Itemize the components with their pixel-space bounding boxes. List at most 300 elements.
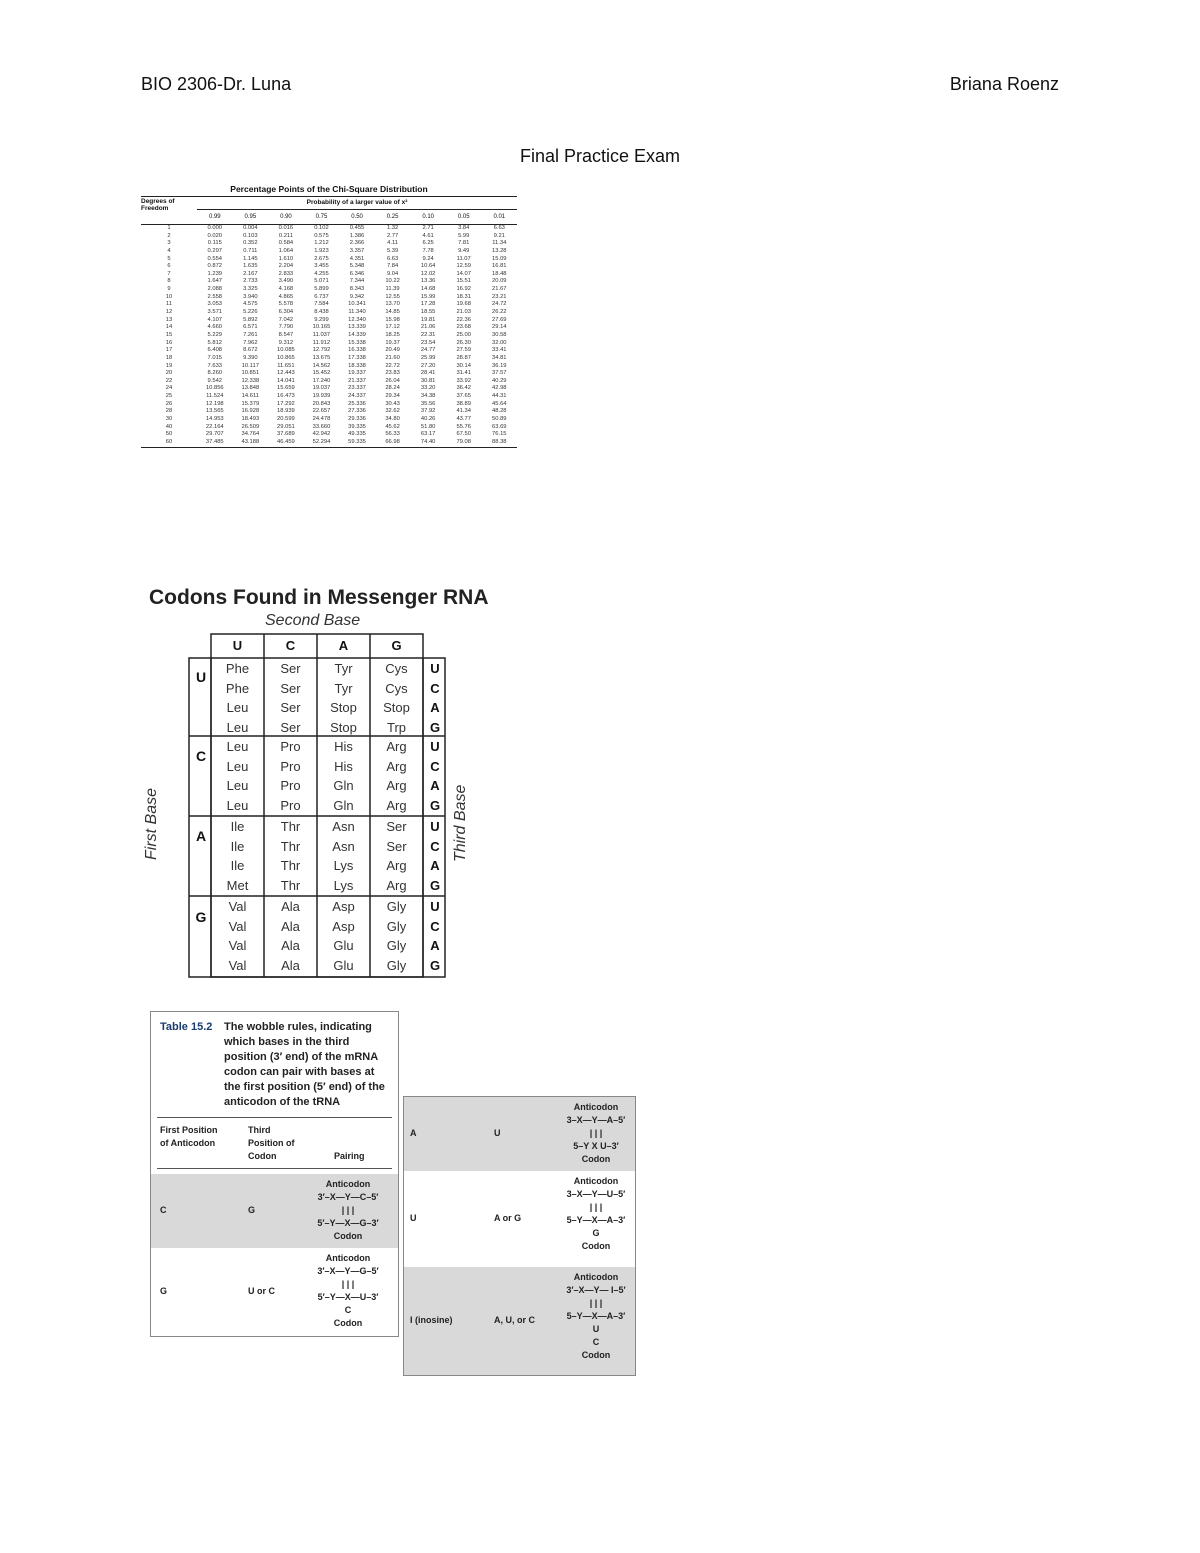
codon-title: Codons Found in Messenger RNA [149, 586, 489, 609]
chi-value-cell: 4.61 [422, 232, 434, 239]
chi-value-cell: 18.338 [348, 362, 366, 369]
first-base-G: G [195, 908, 207, 925]
chi-value-cell: 29.707 [205, 431, 224, 438]
chi-value-cell: 10.64 [420, 263, 436, 270]
chi-value-cell: 12.02 [420, 270, 436, 277]
wobble-description: The wobble rules, indicating which bases in the third position (3′ end) of the mRNA codon can pair with bases at the first position (5′ end) of the anticodon of the tRNA [224, 1021, 385, 1108]
chi-value-cell: 36.19 [492, 362, 507, 369]
dof-cell: 11 [165, 301, 173, 308]
table-row [141, 401, 517, 409]
third-base-A: A [430, 778, 440, 793]
chi-value-cell: 10.117 [241, 362, 259, 369]
third-base-A: A [430, 938, 440, 953]
dof-cell: 14 [165, 324, 173, 331]
chi-value-cell: 10.856 [205, 385, 224, 392]
chi-value-cell: 4.107 [207, 316, 223, 323]
chi-value-cell: 12.792 [312, 347, 331, 354]
chi-value-cell: 4.11 [387, 240, 399, 247]
chi-value-cell: 22.164 [205, 423, 224, 430]
first-position-cell: U [410, 1213, 417, 1223]
chi-value-cell: 66.98 [385, 438, 400, 445]
chi-value-cell: 18.493 [241, 416, 260, 423]
chi-value-cell: 6.571 [243, 324, 258, 331]
chi-value-cell: 27.336 [348, 408, 366, 415]
chi-value-cell: 7.042 [278, 316, 294, 323]
chi-value-cell: 42.98 [492, 385, 507, 392]
chi-value-cell: 11.524 [206, 393, 224, 400]
chi-value-cell: 3.325 [243, 286, 258, 293]
chi-value-cell: 3.455 [314, 263, 329, 270]
dof-cell: 25 [165, 393, 173, 400]
probability-column-header: 0.05 [457, 214, 470, 220]
dof-cell: 13 [165, 316, 173, 323]
pairing-diagram [551, 1101, 641, 1166]
amino-acid-cell: Gly [386, 899, 407, 914]
chi-value-cell: 18.31 [456, 293, 471, 300]
pairing-line: 3–X—Y—A–5′ [566, 1115, 626, 1125]
chi-value-cell: 11.912 [312, 339, 331, 346]
chi-value-cell: 46.459 [277, 438, 295, 445]
dof-cell: 20 [165, 370, 173, 377]
dof-cell: 16 [165, 339, 173, 346]
chi-value-cell: 30.43 [385, 400, 400, 407]
amino-acid-cell: Cys [385, 661, 408, 676]
wobble-row [151, 1174, 398, 1248]
pairing-line: 3′–X—Y—G–5′ [317, 1266, 379, 1276]
chi-value-cell: 9.24 [422, 255, 434, 262]
chi-value-cell: 7.84 [386, 263, 399, 270]
chi-value-cell: 76.15 [492, 431, 507, 438]
chi-value-cell: 5.39 [386, 247, 399, 254]
dof-cell: 15 [165, 331, 173, 338]
amino-acid-cell: Trp [386, 719, 407, 735]
header-author: Briana Roenz [949, 74, 1059, 94]
first-base-C: C [195, 748, 207, 764]
probability-column-header: 0.10 [422, 214, 434, 220]
table-row [141, 256, 517, 264]
dof-cell: 6 [167, 263, 171, 270]
table-row [141, 340, 517, 348]
table-row [141, 424, 517, 432]
chi-value-cell: 88.38 [492, 438, 507, 445]
chi-value-cell: 24.72 [492, 301, 507, 308]
chi-value-cell: 16.928 [241, 408, 260, 415]
amino-acid-cell: Gly [386, 938, 407, 953]
chi-value-cell: 30.58 [492, 331, 507, 338]
dof-cell: 24 [165, 385, 173, 392]
chi-value-cell: 7.962 [243, 339, 258, 346]
dof-cell: 10 [165, 293, 173, 300]
chi-value-cell: 52.294 [312, 438, 331, 445]
second-base-G: G [391, 638, 402, 653]
third-base-U: U [430, 739, 440, 754]
chi-value-cell: 2.204 [278, 263, 294, 270]
chi-value-cell: 9.312 [278, 339, 294, 346]
chi-value-cell: 5.99 [458, 232, 470, 239]
chi-value-cell: 7.344 [349, 278, 365, 285]
chi-value-cell: 5.229 [207, 331, 223, 338]
chi-value-cell: 10.851 [241, 370, 260, 377]
dof-cell: 4 [167, 247, 171, 254]
third-base-G: G [429, 719, 441, 735]
amino-acid-cell: Stop [383, 700, 410, 715]
amino-acid-cell: Thr [280, 877, 301, 893]
dof-cell: 12 [165, 309, 173, 316]
third-base-U: U [430, 661, 440, 676]
amino-acid-cell: Arg [386, 858, 407, 873]
third-base-A: A [430, 858, 440, 873]
pairing-line: G [592, 1228, 600, 1238]
table-row [141, 393, 517, 401]
chi-value-cell: 26.509 [241, 423, 260, 430]
chi-value-cell: 6.63 [493, 225, 505, 231]
dof-cell: 18 [165, 354, 173, 361]
first-base-A: A [195, 828, 207, 844]
chi-value-cell: 2.71 [422, 225, 434, 231]
chi-value-cell: 5.348 [349, 263, 365, 270]
first-position-cell: C [160, 1205, 167, 1215]
chi-value-cell: 13.339 [348, 324, 366, 331]
amino-acid-cell: Stop [330, 719, 357, 735]
chi-value-cell: 5.226 [243, 309, 258, 316]
chi-value-cell: 18.48 [492, 270, 507, 277]
chi-value-cell: 9.21 [493, 232, 505, 239]
chi-value-cell: 24.478 [312, 416, 331, 423]
chi-value-cell: 2.366 [349, 240, 365, 247]
dof-cell: 26 [165, 400, 173, 407]
amino-acid-cell: Val [228, 918, 247, 934]
table-row [141, 355, 517, 363]
table-row [141, 278, 517, 286]
chi-value-cell: 13.675 [312, 354, 331, 361]
dof-cell: 50 [165, 431, 173, 438]
dof-cell: 9 [167, 286, 171, 293]
table-row [141, 347, 517, 355]
table-row [141, 225, 517, 233]
third-base-label: Third Base [452, 784, 469, 862]
chi-value-cell: 13.36 [420, 278, 436, 285]
chi-value-cell: 0.455 [349, 225, 365, 231]
chi-value-cell: 25.336 [348, 400, 366, 407]
chi-value-cell: 17.28 [420, 301, 436, 308]
chi-value-cell: 32.62 [385, 408, 400, 415]
chi-value-cell: 6.408 [207, 347, 223, 354]
chi-value-cell: 26.22 [492, 309, 507, 316]
pairing-line: 5–Y—X—A–3′ [566, 1311, 626, 1321]
chi-value-cell: 3.490 [278, 278, 294, 285]
chi-square-title: Percentage Points of the Chi-Square Distribution [230, 184, 428, 194]
wobble-table [150, 1011, 399, 1337]
chi-value-cell: 9.299 [314, 316, 329, 323]
chi-value-cell: 14.041 [277, 377, 295, 384]
first-base-U: U [195, 669, 207, 685]
amino-acid-cell: His [334, 758, 353, 774]
amino-acid-cell: Val [228, 957, 247, 973]
chi-value-cell: 12.55 [385, 293, 400, 300]
dof-cell: 1 [167, 225, 171, 231]
table-row [141, 431, 517, 439]
amino-acid-cell: Ser [386, 838, 407, 854]
wobble-row [404, 1171, 635, 1267]
chi-value-cell: 11.39 [385, 286, 400, 293]
chi-value-cell: 1.635 [243, 263, 258, 270]
chi-value-cell: 14.07 [456, 270, 471, 277]
pairing-line: Anticodon [325, 1179, 371, 1189]
chi-value-cell: 3.571 [207, 309, 223, 316]
chi-value-cell: 21.60 [385, 354, 400, 361]
chi-value-cell: 38.89 [456, 400, 471, 407]
dof-cell: 7 [167, 270, 171, 277]
chi-value-cell: 13.28 [492, 247, 507, 254]
chi-value-cell: 33.660 [312, 423, 331, 430]
chi-value-cell: 12.443 [277, 370, 295, 377]
chi-value-cell: 0.297 [207, 247, 223, 254]
wobble-row [151, 1248, 398, 1336]
third-position-cell: G [248, 1205, 256, 1215]
chi-value-cell: 20.843 [312, 400, 331, 407]
chi-value-cell: 15.99 [420, 293, 436, 300]
pairing-line: 5′–Y—X—G–3′ [317, 1218, 379, 1228]
dof-cell: 17 [165, 347, 173, 354]
chi-value-cell: 4.351 [349, 255, 365, 262]
pairing-line: | | | [341, 1205, 355, 1215]
chi-value-cell: 15.338 [348, 339, 366, 346]
chi-value-cell: 19.68 [456, 301, 471, 308]
chi-value-cell: 39.335 [348, 423, 366, 430]
table-row [141, 294, 517, 302]
amino-acid-cell: Leu [226, 700, 249, 715]
chi-value-cell: 16.473 [277, 393, 295, 400]
dof-cell: 40 [165, 423, 173, 430]
chi-value-cell: 45.62 [385, 423, 400, 430]
chi-value-cell: 10.22 [385, 278, 400, 285]
chi-value-cell: 28.87 [456, 354, 471, 361]
amino-acid-cell: Asp [332, 918, 355, 934]
chi-value-cell: 0.016 [278, 225, 294, 231]
chi-value-cell: 14.953 [205, 416, 224, 423]
chi-value-cell: 51.80 [420, 423, 436, 430]
chi-value-cell: 1.145 [243, 255, 258, 262]
table-row [141, 317, 517, 325]
chi-value-cell: 5.899 [314, 286, 329, 293]
chi-value-cell: 23.54 [420, 339, 436, 346]
chi-value-cell: 79.08 [456, 438, 471, 445]
amino-acid-cell: Thr [280, 838, 301, 854]
table-row [141, 309, 517, 317]
amino-acid-cell: Stop [330, 700, 357, 715]
first-position-cell: A [410, 1128, 417, 1138]
chi-value-cell: 19.37 [385, 339, 400, 346]
chi-value-cell: 33.20 [420, 385, 436, 392]
chi-value-cell: 2.167 [243, 270, 258, 277]
chi-value-cell: 50.89 [492, 416, 507, 423]
chi-value-cell: 2.833 [278, 270, 294, 277]
pairing-line: Anticodon [573, 1102, 619, 1112]
chi-value-cell: 9.49 [458, 247, 470, 254]
chi-value-cell: 22.657 [312, 408, 331, 415]
chi-value-cell: 7.81 [458, 240, 470, 247]
amino-acid-cell: Ile [230, 819, 245, 834]
chi-value-cell: 28.41 [420, 370, 436, 377]
chi-value-cell: 43.77 [456, 416, 471, 423]
chi-value-cell: 17.338 [348, 354, 366, 361]
chi-square-table [141, 183, 517, 448]
chi-value-cell: 5.071 [314, 278, 329, 285]
chi-value-cell: 20.09 [492, 278, 507, 285]
table-row [141, 385, 517, 393]
dof-header: Degrees of Freedom [141, 198, 175, 212]
table-row [141, 286, 517, 294]
table-row [141, 240, 517, 248]
chi-value-cell: 15.379 [241, 400, 260, 407]
chi-value-cell: 0.352 [243, 240, 258, 247]
amino-acid-cell: Pro [280, 778, 301, 793]
chi-value-cell: 0.102 [314, 225, 329, 231]
amino-acid-cell: Ser [280, 680, 301, 696]
amino-acid-cell: Ser [280, 661, 301, 676]
amino-acid-cell: Gly [386, 918, 407, 934]
chi-value-cell: 67.50 [456, 431, 471, 438]
amino-acid-cell: Lys [333, 858, 354, 873]
third-base-C: C [430, 838, 440, 854]
chi-value-cell: 10.865 [277, 354, 295, 361]
first-position-cell: I (inosine) [410, 1315, 453, 1325]
amino-acid-cell: Tyr [334, 680, 353, 696]
page-title: Final Practice Exam [519, 146, 681, 166]
chi-value-cell: 11.340 [348, 309, 366, 316]
chi-value-cell: 33.92 [456, 377, 471, 384]
chi-value-cell: 20.49 [385, 347, 400, 354]
chi-value-cell: 11.651 [277, 362, 295, 369]
chi-value-cell: 0.575 [314, 232, 329, 239]
chi-value-cell: 1.239 [207, 270, 223, 277]
probability-column-header: 0.75 [315, 214, 328, 220]
chi-value-cell: 7.584 [314, 301, 329, 308]
chi-value-cell: 7.78 [422, 247, 434, 254]
pairing-line: | | | [589, 1202, 603, 1212]
chi-value-cell: 4.168 [278, 286, 294, 293]
wobble-caption: Table 15.2 [160, 1021, 213, 1033]
chi-value-cell: 6.25 [422, 240, 434, 247]
amino-acid-cell: Ala [281, 957, 300, 973]
wobble-table-continued [403, 1096, 636, 1376]
amino-acid-cell: Thr [280, 819, 301, 834]
dof-cell: 28 [165, 408, 173, 415]
amino-acid-cell: Gln [333, 797, 354, 813]
amino-acid-cell: Glu [333, 938, 354, 953]
chi-value-cell: 43.188 [241, 438, 260, 445]
chi-value-cell: 21.06 [420, 324, 436, 331]
chi-value-cell: 19.81 [420, 316, 436, 323]
pairing-line: U [592, 1324, 600, 1334]
chi-value-cell: 45.64 [492, 400, 507, 407]
pairing-diagram [303, 1252, 393, 1330]
chi-value-cell: 9.342 [349, 293, 365, 300]
pairing-line: 5–Y X U–3′ [573, 1141, 619, 1151]
dof-cell: 22 [165, 377, 173, 384]
chi-value-cell: 10.341 [348, 301, 366, 308]
chi-value-cell: 40.29 [492, 377, 507, 384]
table-row [141, 301, 517, 309]
amino-acid-cell: Arg [386, 739, 407, 754]
chi-value-cell: 14.611 [241, 393, 259, 400]
chi-value-cell: 21.337 [348, 377, 366, 384]
chi-value-cell: 74.40 [420, 438, 436, 445]
table-row [141, 363, 517, 371]
chi-value-cell: 7.015 [207, 354, 223, 361]
amino-acid-cell: Gly [386, 957, 407, 973]
chi-value-cell: 34.81 [492, 354, 507, 361]
chi-value-cell: 36.42 [456, 385, 471, 392]
third-base-A: A [430, 700, 440, 715]
second-base-C: C [285, 638, 296, 653]
chi-value-cell: 3.940 [243, 293, 258, 300]
chi-value-cell: 19.337 [348, 370, 366, 377]
chi-value-cell: 23.83 [385, 370, 400, 377]
amino-acid-cell: Leu [226, 739, 249, 754]
amino-acid-cell: Ser [280, 700, 301, 715]
chi-value-cell: 56.33 [385, 431, 400, 438]
amino-acid-cell: Val [228, 899, 247, 914]
chi-value-cell: 5.578 [278, 301, 294, 308]
pairing-line: C [592, 1337, 600, 1347]
chi-value-cell: 15.452 [312, 370, 331, 377]
chi-value-cell: 33.41 [492, 347, 507, 354]
pairing-diagram [551, 1271, 641, 1362]
chi-value-cell: 0.000 [207, 225, 223, 231]
amino-acid-cell: Ser [280, 719, 301, 735]
chi-value-cell: 9.04 [386, 270, 399, 277]
chi-value-cell: 12.338 [241, 377, 260, 384]
chi-value-cell: 8.672 [243, 347, 258, 354]
chi-value-cell: 7.633 [207, 362, 223, 369]
table-row [141, 439, 517, 447]
amino-acid-cell: Pro [280, 758, 301, 774]
amino-acid-cell: Arg [386, 778, 407, 793]
amino-acid-cell: Ala [281, 899, 300, 914]
chi-value-cell: 0.554 [207, 255, 223, 262]
chi-value-cell: 0.872 [207, 263, 223, 270]
chi-value-cell: 15.659 [277, 385, 295, 392]
probability-header: Probability of a larger value of x² [197, 197, 517, 210]
third-position-cell: U or C [248, 1286, 275, 1296]
amino-acid-cell: Lys [333, 877, 354, 893]
amino-acid-cell: Ser [386, 819, 407, 834]
chi-value-cell: 20.599 [277, 416, 295, 423]
chi-value-cell: 4.660 [207, 324, 223, 331]
dof-cell: 2 [167, 232, 171, 239]
chi-value-cell: 32.00 [492, 339, 507, 346]
chi-value-cell: 37.485 [205, 438, 224, 445]
chi-value-cell: 10.165 [312, 324, 331, 331]
chi-value-cell: 22.31 [420, 331, 436, 338]
first-position-cell: G [160, 1286, 168, 1296]
amino-acid-cell: Asn [332, 838, 355, 854]
chi-value-cell: 16.92 [456, 286, 471, 293]
chi-value-cell: 1.064 [278, 247, 294, 254]
chi-value-cell: 8.438 [314, 309, 329, 316]
probability-column-header: 0.01 [493, 214, 506, 220]
chi-value-cell: 3.053 [207, 301, 223, 308]
chi-value-cell: 1.32 [386, 225, 399, 231]
chi-value-cell: 14.68 [420, 286, 436, 293]
probability-column-header: 0.50 [351, 214, 363, 220]
col-pairing: Pairing [334, 1151, 365, 1161]
amino-acid-cell: Ile [230, 858, 245, 873]
amino-acid-cell: Glu [333, 957, 354, 973]
dof-cell: 30 [165, 416, 173, 423]
chi-value-cell: 27.69 [492, 316, 507, 323]
